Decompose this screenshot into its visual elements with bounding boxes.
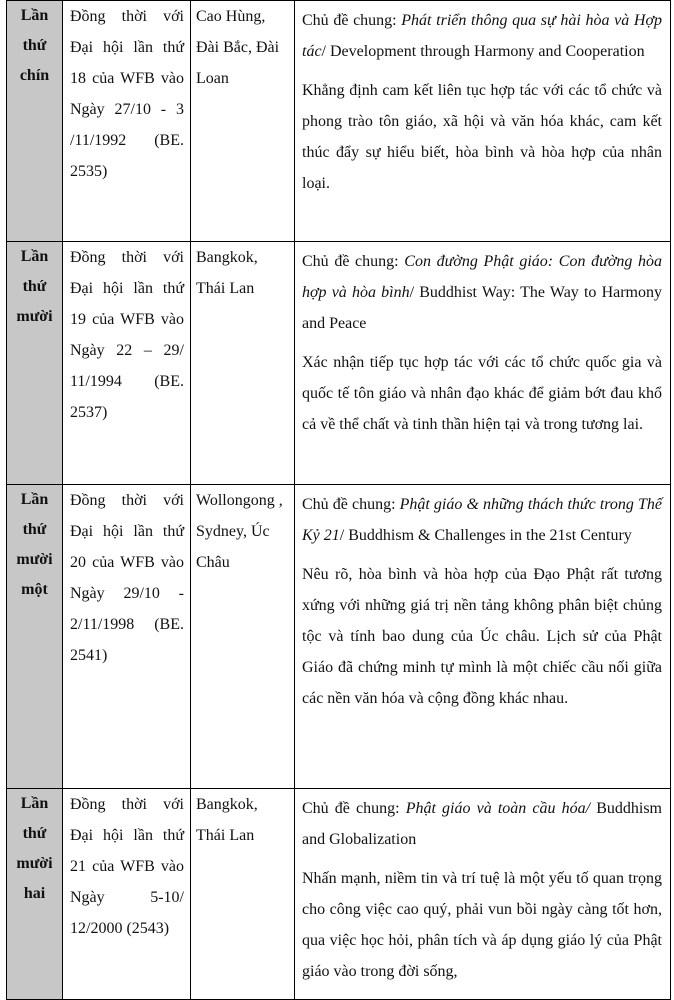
ordinal-cell bbox=[7, 1, 63, 242]
theme-english: / Buddhism & Challenges in the 21st Century bbox=[339, 527, 632, 544]
ordinal-cell bbox=[7, 789, 63, 1000]
ordinal-word: thứ bbox=[22, 521, 47, 538]
ordinal-word: mười bbox=[16, 308, 53, 325]
date-cell: Đồng thời với Đại hội lần thứ 18 của WFB vào Ngày 27/10 - 3 /11/1992 (BE. 2535) bbox=[63, 1, 191, 242]
congress-table bbox=[6, 0, 671, 1000]
description-text: Nhấn mạnh, niềm tin và trí tuệ là một yếu tố quan trọng cho công việc cao quý, phải vun bồi ngày càng tốt hơn, qua việc học hỏi, phân tích và áp dụng giáo lý của Phật giáo vào trong đời sống, bbox=[302, 870, 662, 980]
theme-prefix: Chủ đề chung: bbox=[302, 12, 402, 29]
place-cell: Bangkok, Thái Lan bbox=[191, 242, 295, 485]
theme-prefix: Chủ đề chung: bbox=[302, 253, 405, 270]
place-cell: Wollongong , Sydney, Úc Châu bbox=[191, 485, 295, 789]
theme-text bbox=[302, 5, 662, 67]
date-cell: Đồng thời với Đại hội lần thứ 21 của WFB vào Ngày 5-10/ 12/2000 (2543) bbox=[63, 789, 191, 1000]
theme-english: Buddhism and Globalization bbox=[302, 800, 662, 848]
ordinal-cell bbox=[7, 242, 63, 485]
table-row bbox=[7, 1, 671, 242]
ordinal-word: Lần bbox=[20, 248, 49, 265]
description-text: Nêu rõ, hòa bình và hòa hợp của Đạo Phật rất tương xứng với những giá trị nền tảng không phân biệt chủng tộc và tính bao dung của Úc châu. Lịch sử của Phật Giáo đã chứng minh tự mình là một chiếc cầu nối giữa các nền văn hóa và cộng đồng khác nhau. bbox=[302, 566, 662, 707]
table-row bbox=[7, 789, 671, 1000]
ordinal-word: chín bbox=[19, 67, 50, 84]
table-row bbox=[7, 485, 671, 789]
theme-vietnamese: Phát triển thông qua sự hài hòa và Hợp tác bbox=[302, 12, 662, 60]
ordinal-word: Lần bbox=[20, 795, 49, 812]
date-cell: Đồng thời với Đại hội lần thứ 19 của WFB vào Ngày 22 – 29/ 11/1994 (BE. 2537) bbox=[63, 242, 191, 485]
table-row bbox=[7, 242, 671, 485]
date-cell: Đồng thời với Đại hội lần thứ 20 của WFB vào Ngày 29/10 - 2/11/1998 (BE. 2541) bbox=[63, 485, 191, 789]
theme-cell bbox=[295, 789, 671, 1000]
ordinal-cell bbox=[7, 485, 63, 789]
place-cell: Cao Hùng, Đài Bắc, Đài Loan bbox=[191, 1, 295, 242]
theme-prefix: Chủ đề chung: bbox=[302, 496, 400, 513]
theme-text bbox=[302, 489, 662, 551]
ordinal-word: Lần bbox=[20, 7, 49, 24]
ordinal-word: hai bbox=[23, 885, 46, 902]
ordinal-word: Lần bbox=[20, 491, 49, 508]
description-text: Xác nhận tiếp tục hợp tác với các tổ chức quốc gia và quốc tế tôn giáo và nhân đạo khác để giảm bớt đau khổ cả về thể chất và tinh thần hiện tại và trong tương lai. bbox=[302, 354, 662, 433]
theme-vietnamese: Phật giáo & những thách thức trong Thế Kỷ 21 bbox=[302, 496, 662, 544]
theme-vietnamese: Con đường Phật giáo: Con đường hòa hợp và hòa bình bbox=[302, 253, 662, 301]
theme-cell bbox=[295, 242, 671, 485]
description-text: Khẳng định cam kết liên tục hợp tác với các tổ chức và phong trào tôn giáo, xã hội và văn hóa khác, cam kết thúc đẩy sự hiểu biết, hòa bình và hòa hợp của nhân loại. bbox=[302, 82, 662, 192]
theme-vietnamese: Phật giáo và toàn cầu hóa/ bbox=[405, 800, 591, 817]
theme-cell bbox=[295, 1, 671, 242]
theme-text bbox=[302, 793, 662, 855]
theme-english: / Development through Harmony and Cooperation bbox=[321, 43, 645, 60]
ordinal-word: thứ bbox=[22, 37, 47, 54]
place-cell: Bangkok, Thái Lan bbox=[191, 789, 295, 1000]
theme-english: / Buddhist Way: The Way to Harmony and Peace bbox=[302, 284, 663, 332]
ordinal-word: một bbox=[21, 581, 48, 598]
ordinal-word: mười bbox=[16, 855, 53, 872]
ordinal-word: thứ bbox=[22, 278, 47, 295]
theme-text bbox=[302, 246, 662, 339]
ordinal-word: mười bbox=[16, 551, 53, 568]
ordinal-word: thứ bbox=[22, 825, 47, 842]
theme-prefix: Chủ đề chung: bbox=[302, 800, 406, 817]
theme-cell bbox=[295, 485, 671, 789]
